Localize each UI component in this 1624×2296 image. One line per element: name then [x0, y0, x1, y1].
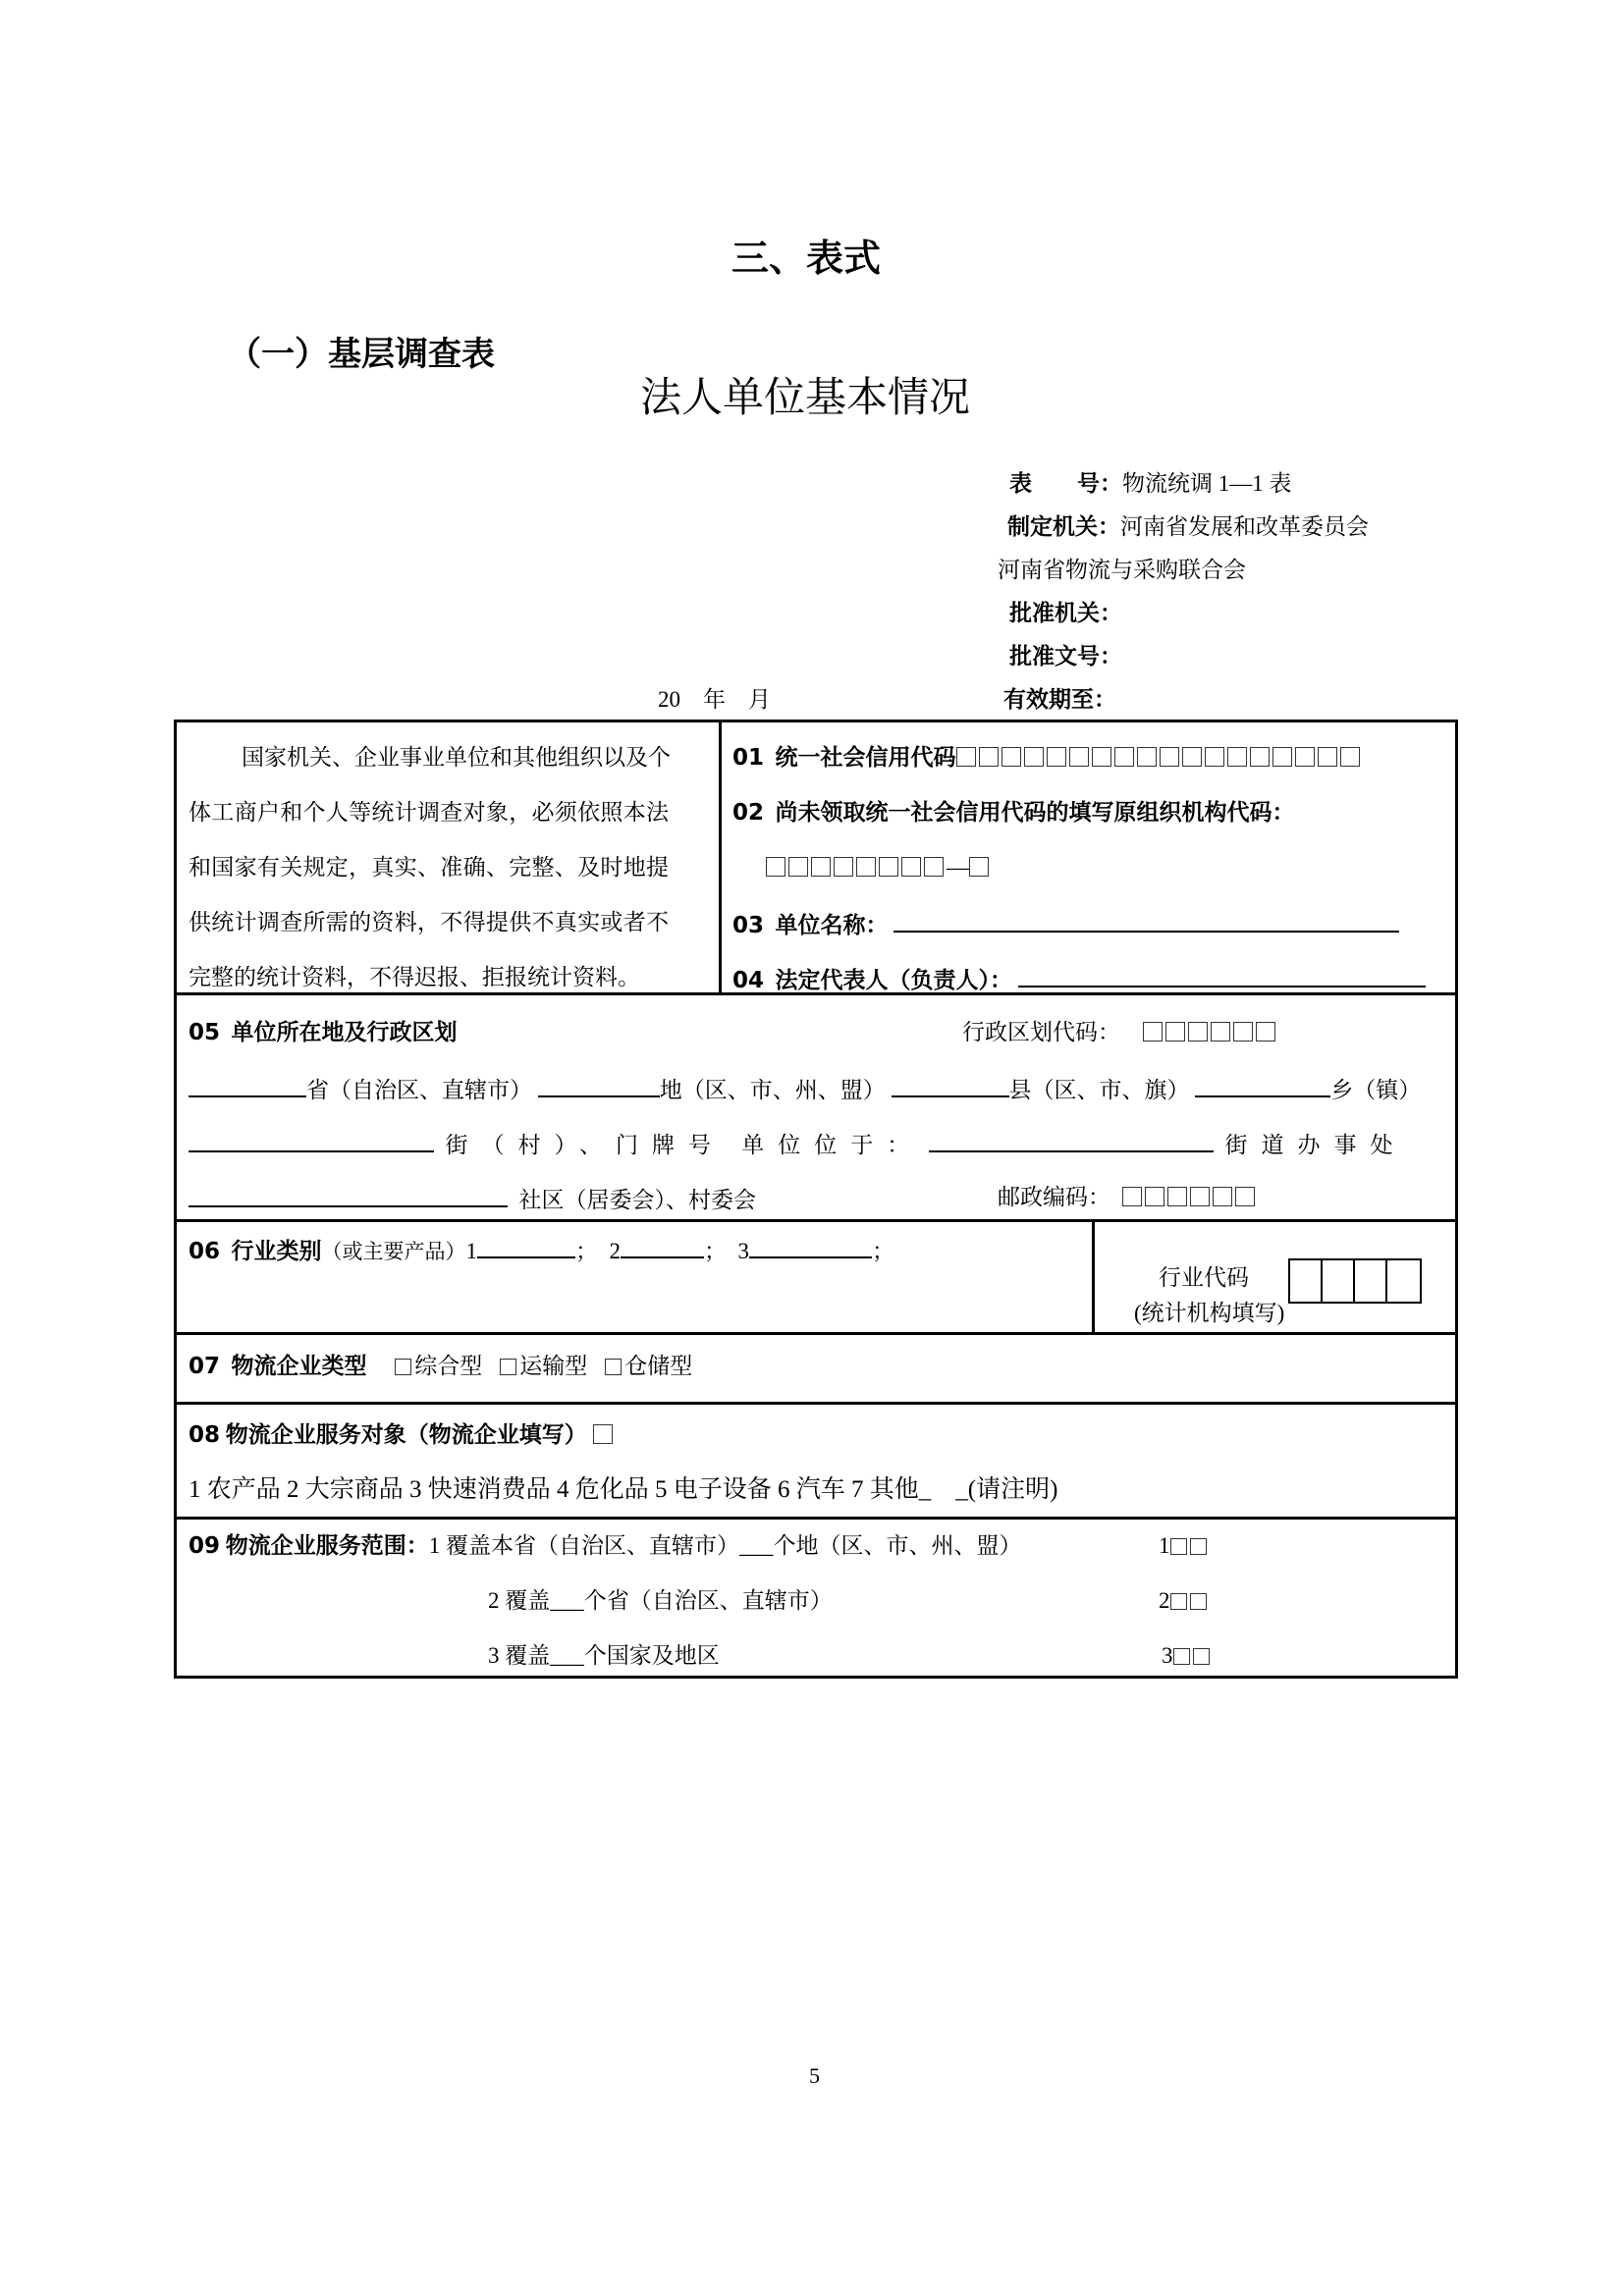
street-input[interactable]	[189, 1129, 434, 1152]
prefecture-input[interactable]	[538, 1074, 660, 1097]
field-09-num: 09	[189, 1533, 221, 1559]
postal-code-label: 邮政编码：	[998, 1185, 1110, 1209]
code-digit-box[interactable]	[1340, 747, 1360, 767]
field-05	[189, 1019, 458, 1046]
code-digit-box[interactable]	[1235, 1187, 1255, 1206]
meta-approved-by	[1009, 599, 1122, 628]
scope-code-box[interactable]	[1170, 1593, 1187, 1610]
row-divider	[177, 1332, 1455, 1335]
org-code-dash: —	[947, 855, 969, 880]
col-divider	[719, 722, 722, 992]
code-digit-box[interactable]	[1092, 747, 1111, 767]
field-08	[189, 1421, 616, 1449]
separator: ；	[872, 1239, 895, 1263]
field-06-note: （或主要产品）	[321, 1240, 466, 1263]
meta-date-line: 20 年 月	[658, 687, 771, 712]
industry-code-note: (统计机构填写)	[1134, 1301, 1285, 1325]
scope-code-box[interactable]	[1193, 1648, 1210, 1665]
field-05-num: 05	[189, 1020, 221, 1045]
field-04-label: 法定代表人（负责人）：	[775, 968, 1013, 993]
code-digit-box[interactable]	[1167, 1187, 1187, 1206]
code-digit-box[interactable]	[1272, 747, 1292, 767]
code-digit-box[interactable]	[1069, 747, 1089, 767]
prefecture-label: 地（区、市、州、盟）	[659, 1078, 886, 1102]
industry-item-num: 3	[737, 1239, 750, 1263]
address-line-2	[189, 1129, 1407, 1159]
meta-approval-no-label: 批准文号：	[1009, 644, 1122, 669]
province-label: 省（自治区、直辖市）	[306, 1078, 532, 1102]
code-digit-box[interactable]	[924, 857, 944, 877]
subdistrict-input[interactable]	[929, 1129, 1214, 1152]
field-01-label: 统一社会信用代码	[775, 745, 956, 771]
community-label: 社区（居委会）、村委会	[518, 1188, 756, 1212]
field-02	[732, 799, 1295, 827]
code-digit-box[interactable]	[1227, 747, 1247, 767]
unit-name-input[interactable]	[893, 909, 1399, 933]
admin-code-boxes[interactable]	[1143, 1020, 1278, 1044]
field-07-num: 07	[189, 1354, 221, 1379]
field-01	[732, 744, 1363, 772]
notice-line: 供统计调查所需的资料，不得提供不真实或者不	[189, 910, 670, 934]
option-label: 运输型	[519, 1354, 588, 1378]
notice-line: 和国家有关规定，真实、准确、完整、及时地提	[189, 855, 670, 880]
code-digit-box[interactable]	[1145, 1187, 1164, 1206]
scope-code-box[interactable]	[1170, 1538, 1187, 1555]
code-digit-box[interactable]	[1114, 747, 1134, 767]
code-digit-box[interactable]	[1165, 1022, 1185, 1041]
code-digit-box[interactable]	[1295, 747, 1315, 767]
checkbox-icon[interactable]	[395, 1359, 411, 1375]
notice-line: 国家机关、企业事业单位和其他组织以及个	[242, 745, 671, 770]
address-line-3	[189, 1184, 756, 1214]
scope-code-1	[1159, 1532, 1210, 1560]
row-divider	[177, 1517, 1455, 1520]
county-input[interactable]	[892, 1074, 1009, 1097]
meta-made-by-value-2: 河南省物流与采购联合会	[998, 558, 1246, 582]
scope-code-2	[1159, 1587, 1210, 1615]
code-digit-box[interactable]	[1190, 1187, 1210, 1206]
code-digit-box[interactable]	[956, 747, 976, 767]
field-08-num: 08	[189, 1422, 221, 1448]
separator: ；	[704, 1239, 728, 1263]
code-digit-box[interactable]	[1122, 1187, 1142, 1206]
province-input[interactable]	[189, 1074, 306, 1097]
checkbox-icon[interactable]	[500, 1359, 516, 1375]
street-no-label: 街（村）、门牌号	[445, 1133, 725, 1157]
field-08-label: 物流企业服务对象（物流企业填写）	[225, 1422, 587, 1448]
meta-made-by	[1007, 512, 1369, 542]
field-09-label: 物流企业服务范围：	[225, 1533, 429, 1559]
enterprise-type-option[interactable]	[500, 1354, 587, 1378]
industry-code-cell[interactable]	[1323, 1260, 1355, 1302]
address-line-1	[189, 1074, 1421, 1104]
enterprise-type-option[interactable]	[605, 1354, 692, 1378]
code-digit-box[interactable]	[901, 857, 921, 877]
industry-code-label: 行业代码	[1159, 1265, 1249, 1290]
code-digit-box[interactable]	[856, 857, 876, 877]
admin-code-label: 行政区划代码：	[962, 1020, 1120, 1044]
option-label: 综合型	[414, 1354, 483, 1378]
service-target-checkbox[interactable]	[593, 1424, 613, 1444]
section-title: 三、表式	[731, 237, 882, 280]
code-digit-box[interactable]	[1256, 1022, 1275, 1041]
industry-code-cell[interactable]	[1355, 1260, 1387, 1302]
industry-1-input[interactable]	[477, 1235, 575, 1258]
field-06	[189, 1235, 894, 1265]
code-digit-box[interactable]	[1047, 747, 1066, 767]
scope-code-num: 2	[1159, 1588, 1170, 1613]
field-03-num: 03	[732, 913, 765, 938]
field-06-num: 06	[189, 1239, 221, 1264]
industry-code-cell[interactable]	[1290, 1260, 1323, 1302]
field-02-num: 02	[732, 800, 765, 826]
field-04-num: 04	[732, 968, 765, 993]
org-code-boxes[interactable]	[766, 854, 992, 881]
meta-approval-no	[1009, 642, 1122, 671]
meta-table-no-value: 物流统调 1—1 表	[1122, 471, 1292, 496]
code-digit-box[interactable]	[1188, 1022, 1208, 1041]
notice-line: 体工商户和个人等统计调查对象，必须依照本法	[189, 800, 670, 825]
field-01-num: 01	[732, 745, 765, 771]
legal-rep-input[interactable]	[1018, 964, 1426, 988]
code-digit-box[interactable]	[979, 747, 999, 767]
subsection-title: （一）基层调查表	[228, 335, 495, 374]
code-digit-box[interactable]	[1024, 747, 1044, 767]
row-divider	[177, 1219, 1455, 1222]
field-09	[189, 1532, 1022, 1560]
meta-made-by-label: 制定机关：	[1007, 514, 1120, 540]
field-06-label: 行业类别	[231, 1239, 322, 1264]
scope-code-num: 3	[1162, 1643, 1173, 1668]
code-digit-box[interactable]	[1160, 747, 1179, 767]
field-07	[189, 1353, 710, 1380]
meta-table-no-label: 表 号：	[1009, 471, 1122, 497]
code-digit-box[interactable]	[1211, 1022, 1230, 1041]
code-digit-box[interactable]	[1143, 1022, 1163, 1041]
subdistrict-label: 街道办事处	[1224, 1133, 1407, 1157]
service-scope-row: 3 覆盖___个国家及地区	[488, 1643, 720, 1668]
code-digit-box[interactable]	[834, 857, 853, 877]
industry-2-input[interactable]	[621, 1235, 704, 1258]
service-target-options: 1 农产品 2 大宗商品 3 快速消费品 4 危化品 5 电子设备 6 汽车 7 其他_ _(请注明)	[189, 1476, 1058, 1503]
code-digit-box[interactable]	[1182, 747, 1202, 767]
postal-code	[998, 1184, 1258, 1211]
code-digit-box[interactable]	[766, 857, 785, 877]
meta-made-by-value-1: 河南省发展和改革委员会	[1120, 514, 1369, 539]
meta-valid-until	[1003, 685, 1116, 715]
scope-code-3	[1162, 1642, 1213, 1670]
community-input[interactable]	[189, 1184, 508, 1207]
code-digit-box[interactable]	[788, 857, 808, 877]
field-03-label: 单位名称：	[775, 913, 889, 938]
page-number: 5	[809, 2063, 820, 2088]
industry-code-boxes[interactable]	[1288, 1258, 1422, 1304]
code-digit-box[interactable]	[1318, 747, 1337, 767]
separator: ；	[575, 1239, 599, 1263]
meta-table-no	[1009, 469, 1292, 499]
field-05-label: 单位所在地及行政区划	[231, 1020, 458, 1045]
county-label: 县（区、市、旗）	[1008, 1078, 1190, 1102]
field-07-label: 物流企业类型	[231, 1354, 367, 1379]
form-table	[174, 720, 1458, 1679]
enterprise-type-option[interactable]	[395, 1354, 482, 1378]
township-input[interactable]	[1195, 1074, 1330, 1097]
industry-item-num: 1	[465, 1239, 478, 1263]
code-digit-box[interactable]	[811, 857, 831, 877]
code-digit-box[interactable]	[1001, 747, 1021, 767]
scope-code-box[interactable]	[1190, 1538, 1207, 1555]
township-label: 乡（镇）	[1330, 1078, 1422, 1102]
row-divider	[177, 1402, 1455, 1405]
scope-code-num: 1	[1159, 1533, 1170, 1558]
code-digit-box[interactable]	[969, 857, 989, 877]
field-03	[732, 909, 1399, 939]
form-title: 法人单位基本情况	[640, 373, 971, 421]
meta-valid-until-label: 有效期至：	[1003, 687, 1116, 713]
col-divider	[1092, 1219, 1095, 1332]
option-label: 仓储型	[624, 1354, 693, 1378]
scope-code-box[interactable]	[1190, 1593, 1207, 1610]
code-digit-box[interactable]	[1137, 747, 1157, 767]
enterprise-type-options	[395, 1354, 710, 1378]
industry-3-input[interactable]	[749, 1235, 872, 1258]
code-digit-box[interactable]	[1250, 747, 1270, 767]
postal-code-boxes[interactable]	[1122, 1185, 1258, 1209]
located-at-label: 单位位于：	[741, 1133, 924, 1157]
admin-code	[962, 1019, 1278, 1046]
field-02-label: 尚未领取统一社会信用代码的填写原组织机构代码：	[775, 800, 1295, 826]
scope-code-box[interactable]	[1173, 1648, 1190, 1665]
industry-code-cell[interactable]	[1387, 1260, 1420, 1302]
credit-code-boxes[interactable]	[956, 745, 1363, 770]
field-04	[732, 964, 1426, 994]
code-digit-box[interactable]	[1205, 747, 1224, 767]
service-scope-row: 1 覆盖本省（自治区、直辖市）___个地（区、市、州、盟）	[428, 1533, 1022, 1558]
code-digit-box[interactable]	[879, 857, 898, 877]
industry-item-num: 2	[609, 1239, 622, 1263]
meta-approved-by-label: 批准机关：	[1009, 601, 1122, 626]
checkbox-icon[interactable]	[605, 1359, 622, 1375]
code-digit-box[interactable]	[1213, 1187, 1232, 1206]
notice-line: 完整的统计资料，不得迟报、拒报统计资料。	[189, 965, 640, 989]
service-scope-row: 2 覆盖___个省（自治区、直辖市）	[488, 1588, 833, 1613]
code-digit-box[interactable]	[1233, 1022, 1253, 1041]
